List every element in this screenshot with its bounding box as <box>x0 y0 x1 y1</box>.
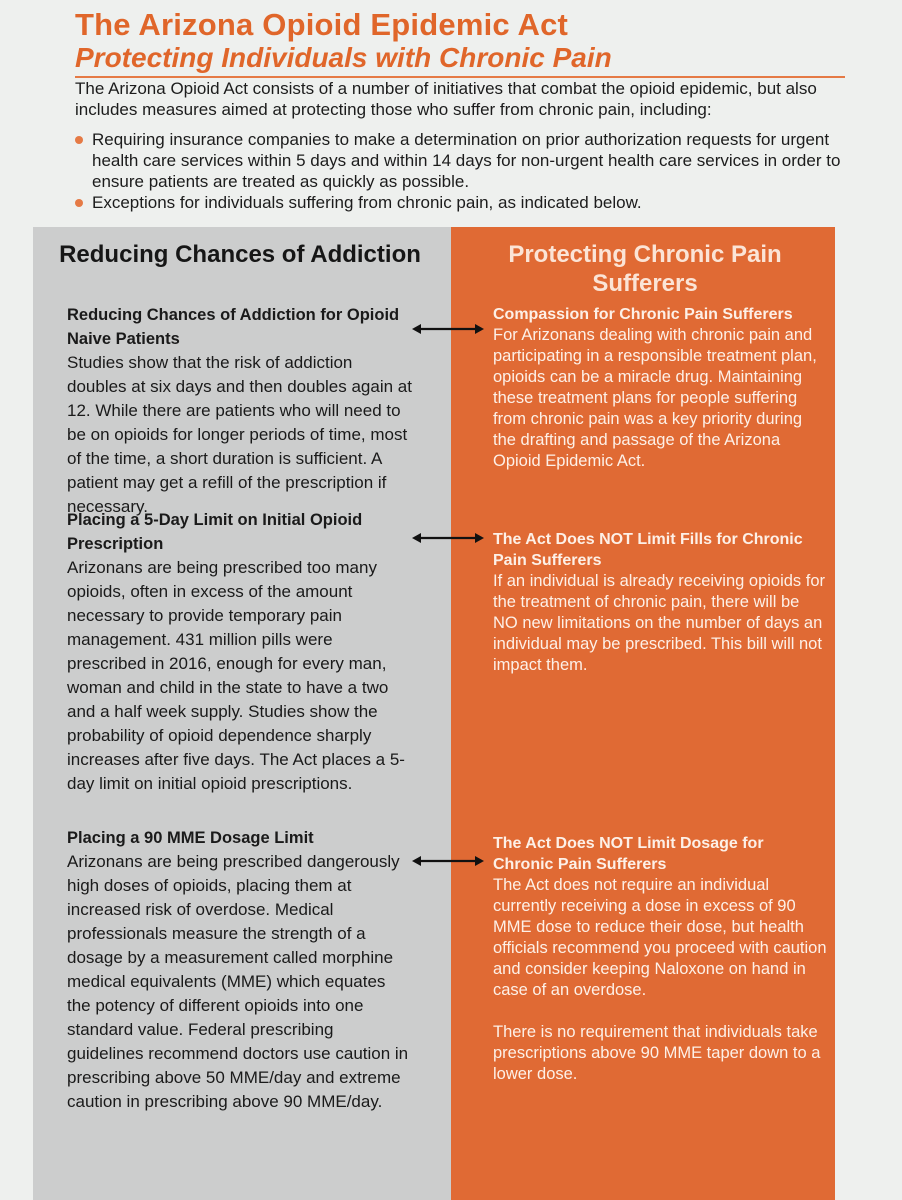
page-title: The Arizona Opioid Epidemic Act <box>75 7 569 42</box>
bullet-text: Requiring insurance companies to make a determination on prior authorization requests for urgent health care services within 5 days and within 14 days for non-urgent health care services in order to ensure patients are treated as quickly as possible. <box>92 130 841 191</box>
intro-paragraph: The Arizona Opioid Act consists of a number of initiatives that combat the opioid epidemic, but also includes measures aimed at protecting those who suffer from chronic pain, including: <box>75 79 817 119</box>
bullet-dot-icon <box>75 136 83 144</box>
right-section-body: The Act does not require an individual currently receiving a dose in excess of 90 MME dose to reduce their dose, but health officials recommend you proceed with caution and consider keeping Naloxone on hand in case of an overdose. <box>493 876 827 999</box>
left-section-heading: Reducing Chances of Addiction for Opioid Naive Patients <box>67 306 400 348</box>
bullet-item <box>75 129 865 192</box>
intro-bullet-list <box>75 129 865 213</box>
double-arrow-icon <box>412 323 484 335</box>
right-section-body-note: There is no requirement that individuals take prescriptions above 90 MME taper down to a lower dose. <box>493 1023 821 1083</box>
document-header <box>75 8 875 74</box>
right-section-body: If an individual is already receiving opioids for the treatment of chronic pain, there will be NO new limitations on the number of days an individual may be prescribed. This bill will not impact them. <box>493 572 826 674</box>
bullet-dot-icon <box>75 199 83 207</box>
right-section-heading: Compassion for Chronic Pain Sufferers <box>493 306 793 323</box>
right-section-compassion <box>493 304 828 472</box>
bullet-item <box>75 192 865 213</box>
left-section-body: Arizonans are being prescribed too many opioids, often in excess of the amount necessary to provide temporary pain management. 431 million pills were prescribed in 2016, enough for every man, woman and child in the state to have a two and a half week supply. Studies show the probability of opioid dependence sharply increases after five days. The Act places a 5-day limit on initial opioid prescriptions. <box>67 558 405 793</box>
right-column-heading: Protecting Chronic Pain Sufferers <box>508 241 782 297</box>
bullet-text: Exceptions for individuals suffering from chronic pain, as indicated below. <box>92 193 642 212</box>
left-section-opioid-naive <box>67 303 412 519</box>
left-section-body: Studies show that the risk of addiction doubles at six days and then doubles again at 12. While there are patients who will need to be on opioids for longer periods of time, most of the time, a short duration is sufficient. A patient may get a refill of the prescription if necessary. <box>67 353 412 516</box>
right-section-fills <box>493 529 828 676</box>
right-section-heading: The Act Does NOT Limit Fills for Chronic Pain Sufferers <box>493 531 803 569</box>
right-section-body: For Arizonans dealing with chronic pain and participating in a responsible treatment plan, opioids can be a miracle drug. Maintaining these treatment plans for people suffering from chronic pain was a key priority during the drafting and passage of the Arizona Opioid Epidemic Act. <box>493 326 817 470</box>
double-arrow-icon <box>412 855 484 867</box>
right-section-dosage <box>493 833 828 1085</box>
right-section-heading: The Act Does NOT Limit Dosage for Chronic Pain Sufferers <box>493 835 764 873</box>
left-section-90-mme-limit <box>67 826 412 1114</box>
left-section-heading: Placing a 90 MME Dosage Limit <box>67 829 314 847</box>
page-subtitle: Protecting Individuals with Chronic Pain <box>75 42 612 73</box>
left-column-heading: Reducing Chances of Addiction <box>59 241 421 268</box>
left-section-heading: Placing a 5-Day Limit on Initial Opioid Prescription <box>67 511 363 553</box>
double-arrow-icon <box>412 532 484 544</box>
left-section-5-day-limit <box>67 508 412 796</box>
left-section-body: Arizonans are being prescribed dangerously high doses of opioids, placing them at increased risk of overdose. Medical professionals measure the strength of a dosage by a measurement called morphine medical equivalents (MME) which equates the potency of different opioids into one standard value. Federal prescribing guidelines recommend doctors use caution in prescribing above 50 MME/day and extreme caution in prescribing above 90 MME/day. <box>67 852 409 1111</box>
